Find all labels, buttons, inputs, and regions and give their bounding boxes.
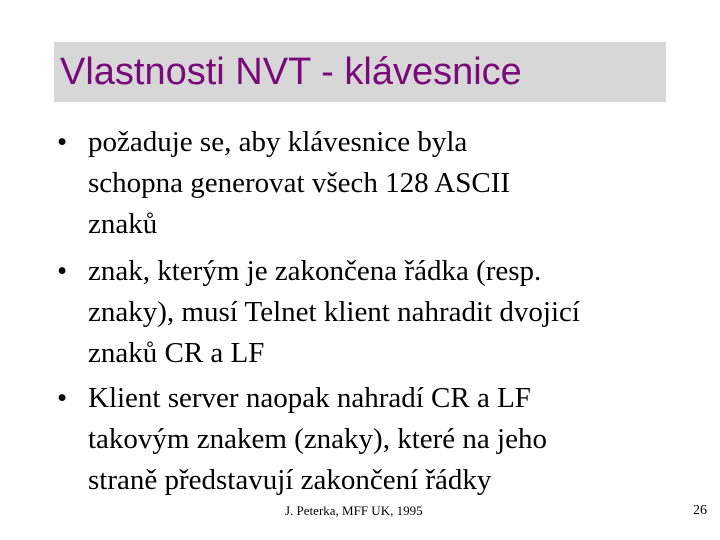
bullet-line: znaků bbox=[88, 208, 158, 240]
footer-author: J. Peterka, MFF UK, 1995 bbox=[285, 503, 423, 518]
bullet-line: takovým znakem (znaky), které na jeho bbox=[88, 423, 547, 455]
bullet-line: požaduje se, aby klávesnice byla bbox=[88, 126, 468, 158]
bullet-marker: • bbox=[57, 255, 68, 287]
slide-title: Vlastnosti NVT - klávesnice bbox=[60, 51, 522, 93]
bullet-line: znaky), musí Telnet klient nahradit dvojicí bbox=[88, 296, 580, 328]
bullet-item bbox=[57, 122, 657, 245]
bullet-line: Klient server naopak nahradí CR a LF bbox=[88, 382, 531, 414]
bullet-line: straně představují zakončení řádky bbox=[88, 464, 492, 496]
bullet-item bbox=[57, 251, 657, 374]
bullet-list bbox=[57, 122, 657, 507]
page-number: 26 bbox=[693, 503, 707, 518]
bullet-marker: • bbox=[57, 126, 68, 158]
bullet-line: znak, kterým je zakončena řádka (resp. bbox=[88, 255, 542, 287]
bullet-item bbox=[57, 378, 657, 501]
bullet-marker: • bbox=[57, 382, 68, 414]
bullet-line: schopna generovat všech 128 ASCII bbox=[88, 167, 511, 199]
bullet-line: znaků CR a LF bbox=[88, 337, 265, 369]
